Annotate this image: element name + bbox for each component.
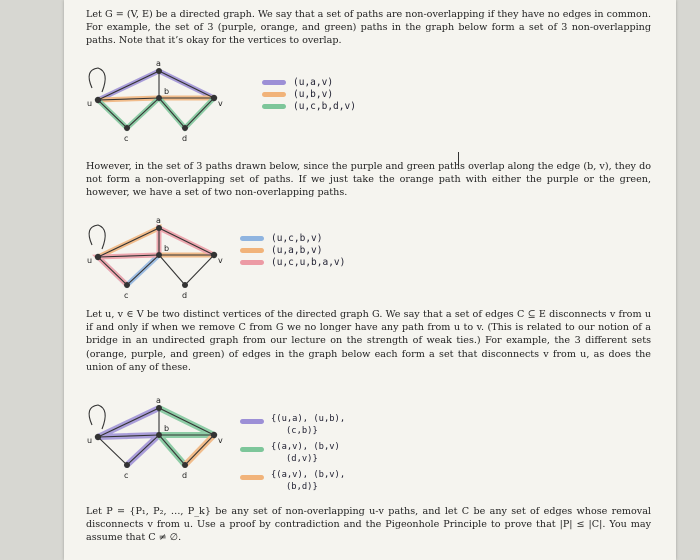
blue-swatch [240, 236, 264, 241]
vertex-a [156, 405, 162, 411]
legend-row [262, 76, 356, 88]
cut-set-green-line2: (d,v)} [286, 454, 318, 464]
label-c: c [124, 291, 129, 300]
vertex-a [156, 68, 162, 74]
legend-label: (u,a,b,v) [271, 244, 323, 256]
label-a: a [156, 396, 161, 405]
cut-set-purple-line1: {(u,a), (u,b), [271, 414, 346, 424]
paragraph-text: Let G = (V, E) be a directed graph. We say that a set of paths are non-overlapping if they have no edges in common. For example, the set of 3 (purple, orange, and green) paths in the graph below form a set of 3 non-overlapping paths. Note that it’s okay for the vertices to overlap. [86, 9, 651, 47]
cut-set-orange-line1: {(a,v), (b,v), [271, 470, 346, 480]
label-d: d [182, 471, 188, 480]
paragraph-text: Let P = {P₁, P₂, …, P_k} be any set of non-overlapping u-v paths, and let C be any set of edges whose removal disconnects v from u. Use a proof by contradiction and the Pigeonhole Principle to prove that |P| ≤ |C|. You may assume that C ≠ ∅. [86, 506, 651, 544]
vertex-c [124, 462, 130, 468]
vertex-u [95, 97, 101, 103]
vertex-v [211, 252, 217, 258]
paragraph-non-overlapping-definition [86, 8, 651, 48]
paragraph-problem-statement [86, 505, 651, 545]
legend-label: (u,c,b,v) [271, 232, 323, 244]
worksheet-page [64, 0, 676, 560]
green-swatch [240, 447, 264, 452]
orange-swatch [240, 248, 264, 253]
vertex-c [124, 282, 130, 288]
vertex-b [156, 252, 162, 258]
legend-1 [262, 76, 356, 112]
vertex-d [182, 462, 188, 468]
legend-row [262, 100, 356, 112]
cut-set-orange-line2: (b,d)} [286, 482, 318, 492]
label-v: v [218, 436, 223, 445]
purple-swatch [262, 80, 286, 85]
vertex-u [95, 254, 101, 260]
legend-2 [240, 232, 345, 268]
paragraph-text: Let u, v ∈ V be two distinct vertices of the directed graph G. We say that a set of edges C ⊆ E disconnects v from u if and only if when we remove C from G we no longer have any path from u to v. (This is related to our notion of a bridge in an undirected graph from our lecture on the strength of weak ties.) For example, the 3 different sets (orange, purple, and green) of edges in the graph below each form a set that disconnects v from u, as does the union of any of these. [86, 309, 651, 373]
label-u: u [87, 256, 93, 265]
green-swatch [262, 104, 286, 109]
vertex-u [95, 434, 101, 440]
vertex-v [211, 95, 217, 101]
legend-row [240, 256, 345, 268]
graph-1 [84, 58, 224, 153]
legend-label: (u,b,v) [293, 88, 334, 100]
blue-path [98, 255, 214, 285]
label-d: d [182, 291, 188, 300]
vertex-d [182, 125, 188, 131]
legend-label: (u,c,b,d,v) [293, 100, 356, 112]
label-d: d [182, 134, 188, 143]
graph-3 [84, 395, 224, 490]
label-u: u [87, 436, 93, 445]
label-c: c [124, 471, 129, 480]
legend-row [240, 232, 345, 244]
pink-swatch [240, 260, 264, 265]
label-v: v [218, 256, 223, 265]
label-u: u [87, 99, 93, 108]
label-c: c [124, 134, 129, 143]
purple-swatch [240, 419, 264, 424]
vertex-b [156, 432, 162, 438]
green-cut [159, 408, 214, 465]
legend-row [240, 244, 345, 256]
label-a: a [156, 216, 161, 225]
vertex-b [156, 95, 162, 101]
legend-row [262, 88, 356, 100]
cut-set-purple-line2: (c,b)} [286, 426, 318, 436]
paragraph-overlap-example [86, 160, 651, 200]
label-v: v [218, 99, 223, 108]
vertex-c [124, 125, 130, 131]
vertex-v [211, 432, 217, 438]
orange-swatch [262, 92, 286, 97]
label-a: a [156, 59, 161, 68]
green-path [98, 98, 214, 128]
label-b: b [164, 87, 170, 96]
cut-set-green-line1: {(a,v), (b,v) [271, 442, 340, 452]
paragraph-text: However, in the set of 3 paths drawn below, since the purple and green paths overlap along the edge (b, v), they do not form a non-overlapping set of paths. If we just take the orange path with either the purple or the green, however, we have a set of two non-overlapping paths. [86, 161, 651, 199]
vertex-d [182, 282, 188, 288]
graph-2 [84, 215, 224, 310]
legend-label: (u,a,v) [293, 76, 334, 88]
paragraph-disconnects-definition [86, 308, 651, 374]
label-b: b [164, 244, 170, 253]
vertex-a [156, 225, 162, 231]
legend-label: (u,c,u,b,a,v) [271, 256, 346, 268]
orange-swatch [240, 475, 264, 480]
label-b: b [164, 424, 170, 433]
